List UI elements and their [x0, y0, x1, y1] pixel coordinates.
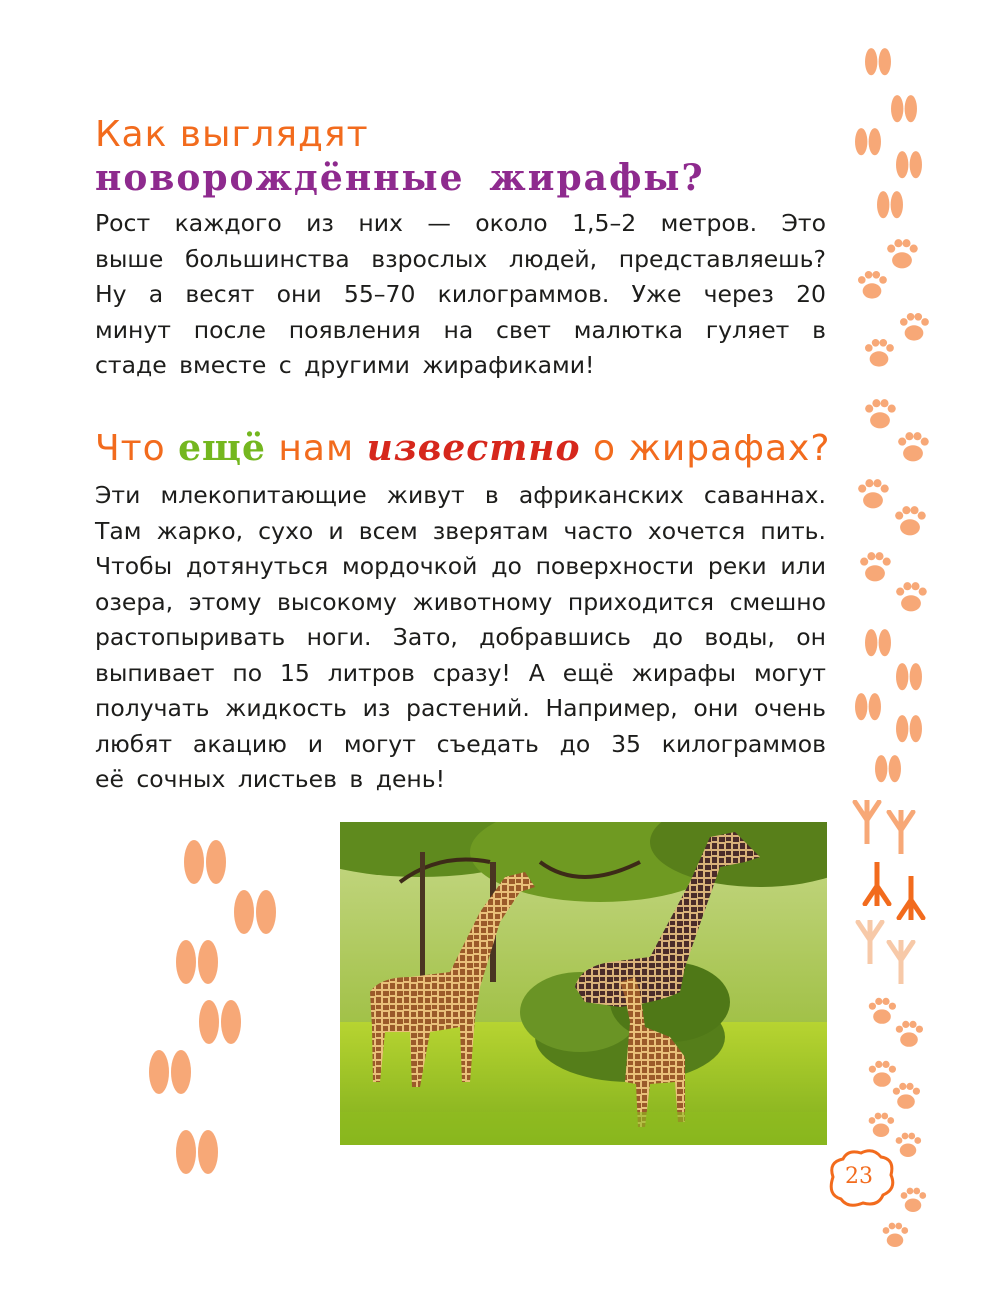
paragraph-line: выше большинства взрослых людей, представляешь? [95, 244, 826, 273]
paw-print-icon [890, 1080, 922, 1112]
hoof-print-icon [872, 752, 904, 786]
title-what: Что [95, 428, 166, 469]
title-about-giraffes: о жирафах? [593, 428, 831, 469]
paragraph-line: Рост каждого из них — около 1,5–2 метров. Это [95, 209, 826, 237]
section1-title-line1: Как выглядят [95, 114, 369, 155]
hoof-print-icon [145, 1045, 195, 1100]
section1-title-newborn: новорождённые [95, 157, 465, 199]
paragraph-line: озера, этому высокому животному приходится смешно [95, 587, 826, 616]
title-to-us: нам [278, 428, 355, 469]
paw-print-icon [893, 578, 929, 616]
paw-print-icon [855, 475, 891, 513]
section1-paragraph [95, 206, 826, 384]
title-else: ещё [178, 427, 266, 469]
paragraph-line: минут после появления на свет малютка гуляет в [95, 315, 826, 344]
paw-print-icon [857, 548, 893, 586]
paragraph-line: выпивает по 15 литров сразу! А ещё жирафы могут [95, 658, 826, 687]
paragraph-line: получать жидкость из растений. Например, они очень [95, 694, 826, 722]
paw-print-icon [862, 395, 898, 433]
section1-title-line2 [95, 157, 705, 199]
title-known: известно [366, 427, 581, 469]
paw-print-icon [898, 1185, 928, 1215]
bird-footprint-icon [855, 920, 885, 964]
hoof-print-icon [888, 92, 920, 126]
hoof-print-icon [852, 690, 884, 724]
paw-print-icon [895, 428, 931, 466]
paragraph-line: стаде вместе с другими жирафиками! [95, 351, 595, 379]
hoof-print-icon [852, 125, 884, 159]
paragraph-line: Ну а весят они 55–70 килограммов. Уже через 20 [95, 280, 826, 308]
hoof-print-icon [893, 660, 925, 694]
hoof-print-icon [180, 835, 230, 890]
paw-print-icon [893, 1018, 925, 1050]
paw-print-icon [866, 1110, 896, 1140]
paw-print-icon [862, 336, 896, 370]
paw-print-icon [855, 268, 889, 302]
hoof-print-icon [172, 1125, 222, 1180]
paragraph-line: Эти млекопитающие живут в африканских саваннах. [95, 481, 826, 509]
paragraph-line: Там жарко, сухо и всем зверятам часто хочется пить. [95, 516, 826, 545]
paragraph-line: Чтобы дотянуться мордочкой до поверхности реки или [95, 552, 826, 580]
hoof-print-icon [893, 148, 925, 182]
hoof-print-icon [874, 188, 906, 222]
paragraph-line: её сочных листьев в день! [95, 765, 446, 793]
paw-print-icon [897, 310, 931, 344]
hoof-print-icon [862, 45, 894, 79]
section2-title [95, 427, 831, 469]
page-number: 23 [845, 1164, 873, 1189]
paw-print-icon [884, 236, 920, 272]
bird-footprint-icon [862, 862, 892, 906]
bird-footprint-icon [852, 800, 882, 844]
bird-footprint-icon [896, 876, 926, 920]
hoof-print-icon [172, 935, 222, 990]
hoof-print-icon [893, 712, 925, 746]
section1-title-giraffes: жирафы? [489, 157, 705, 199]
hoof-print-icon [862, 626, 894, 660]
paw-print-icon [892, 502, 928, 540]
paragraph-line: любят акацию и могут съедать до 35 килограммов [95, 729, 826, 758]
paw-print-icon [880, 1220, 910, 1250]
bird-footprint-icon [886, 810, 916, 854]
section2-paragraph [95, 478, 826, 798]
bird-footprint-icon [886, 940, 916, 984]
hoof-print-icon [195, 995, 245, 1050]
giraffe-photo [340, 822, 827, 1145]
hoof-print-icon [230, 885, 280, 940]
paragraph-line: растопыривать ноги. Зато, добравшись до воды, он [95, 623, 826, 651]
